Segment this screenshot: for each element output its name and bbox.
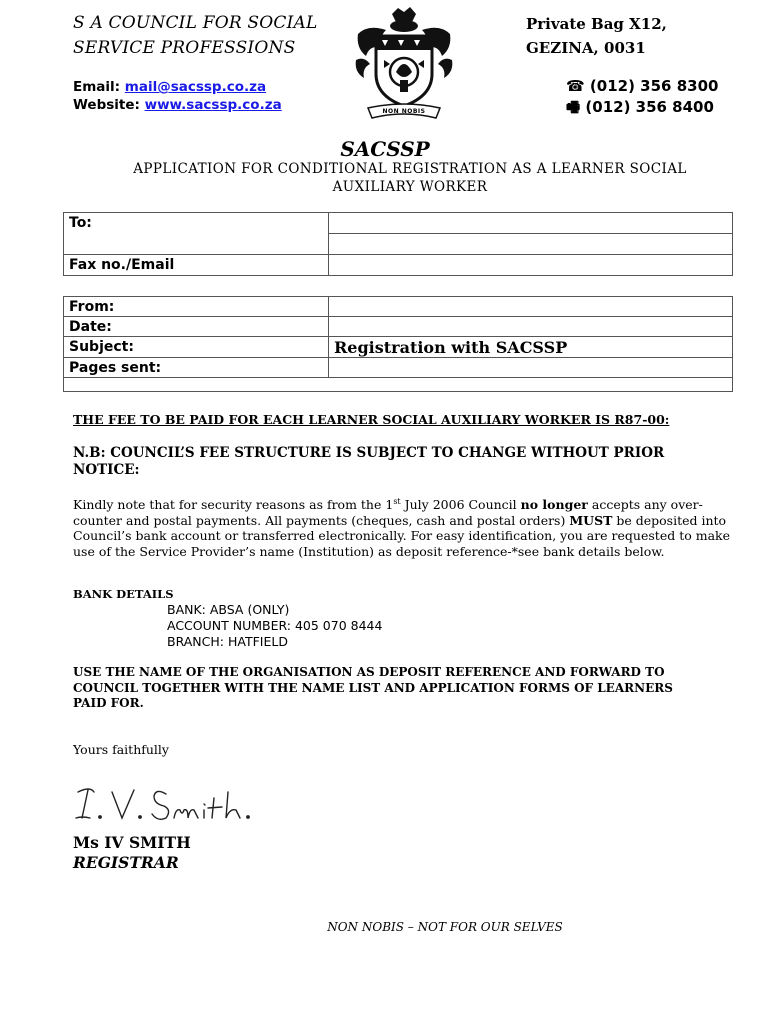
nb-line1: N.B: COUNCIL’S FEE STRUCTURE IS SUBJECT TO CHANGE WITHOUT PRIOR — [73, 445, 665, 461]
website-link[interactable]: www.sacssp.co.za — [144, 97, 282, 113]
para-bold-2: MUST — [569, 512, 613, 528]
date-label: Date: — [64, 317, 329, 337]
para-bold-1: no longer — [520, 497, 588, 513]
closing-salutation: Yours faithfully — [73, 742, 169, 757]
signatory-name: Ms IV SMITH — [73, 833, 191, 852]
fax-email-label: Fax no./Email — [64, 255, 329, 276]
signature — [70, 780, 270, 830]
instruction-line1: USE THE NAME OF THE ORGANISATION AS DEPOSIT REFERENCE AND FORWARD TO — [73, 665, 665, 679]
para-text-4: be deposited into Council’s bank account or transferred electronically. For easy identification, you are requested to make use of the Service Provider’s name (Institution) as deposit reference-*see bank details below. — [73, 512, 730, 559]
fee-notice: THE FEE TO BE PAID FOR EACH LEARNER SOCIAL AUXILIARY WORKER IS R87-00: — [73, 412, 670, 427]
table-spacer-row — [64, 378, 733, 392]
page-title: SACSSP — [340, 137, 430, 161]
para-text-2: July 2006 Council — [400, 497, 521, 513]
fax-number: (012) 356 8400 — [585, 98, 714, 116]
para-sup: st — [393, 497, 401, 506]
from-label: From: — [64, 297, 329, 317]
payment-paragraph — [73, 494, 733, 559]
crest-motto: NON NOBIS — [382, 108, 426, 115]
subject-value[interactable]: Registration with SACSSP — [329, 337, 733, 358]
org-name-line1: S A COUNCIL FOR SOCIAL — [73, 13, 318, 33]
fax-email-field[interactable] — [329, 255, 733, 276]
website-label: Website: — [73, 97, 145, 113]
to-field-2[interactable] — [329, 234, 733, 255]
bank-heading: BANK DETAILS — [73, 587, 174, 601]
bank-account-number: ACCOUNT NUMBER: 405 070 8444 — [167, 618, 383, 633]
instruction-line2: COUNCIL TOGETHER WITH THE NAME LIST AND APPLICATION FORMS OF LEARNERS — [73, 680, 673, 695]
email-label: Email: — [73, 79, 125, 95]
bank-name: BANK: ABSA (ONLY) — [167, 602, 290, 617]
council-crest-logo — [348, 4, 460, 122]
signatory-title: REGISTRAR — [73, 853, 179, 872]
to-label: To: — [64, 213, 329, 255]
fax-icon: 🖷 — [566, 98, 581, 116]
para-text-1: Kindly note that for security reasons as from the 1 — [73, 497, 394, 513]
nb-line2: NOTICE: — [73, 462, 140, 478]
email-line — [73, 79, 266, 95]
org-name-line2: SERVICE PROFESSIONS — [73, 38, 296, 58]
footer-motto: NON NOBIS – NOT FOR OUR SELVES — [327, 920, 563, 934]
email-link[interactable]: mail@sacssp.co.za — [124, 79, 267, 95]
to-field[interactable] — [329, 213, 733, 234]
bank-branch: BRANCH: HATFIELD — [167, 634, 288, 649]
phone-line — [566, 77, 718, 95]
from-field[interactable] — [329, 297, 733, 317]
telephone-icon: ☎ — [566, 77, 585, 95]
fax-line — [566, 97, 714, 122]
instruction-line3: PAID FOR. — [73, 696, 144, 710]
recipient-table — [63, 212, 733, 276]
address-line2: GEZINA, 0031 — [526, 39, 646, 57]
phone-number: (012) 356 8300 — [589, 77, 719, 95]
address-line1: Private Bag X12, — [526, 15, 667, 33]
form-subtitle-line2: AUXILIARY WORKER — [332, 179, 488, 195]
website-line — [73, 97, 282, 113]
sender-table — [63, 296, 733, 392]
form-subtitle-line1: APPLICATION FOR CONDITIONAL REGISTRATION AS A LEARNER SOCIAL — [133, 161, 687, 177]
deposit-instruction — [73, 665, 673, 712]
pages-sent-field[interactable] — [329, 358, 733, 378]
pages-sent-label: Pages sent: — [64, 358, 329, 378]
para-text-3: accepts any over-counter and postal payments. All payments (cheques, cash and postal orders) — [73, 497, 703, 528]
date-field[interactable] — [329, 317, 733, 337]
subject-label: Subject: — [64, 337, 329, 358]
